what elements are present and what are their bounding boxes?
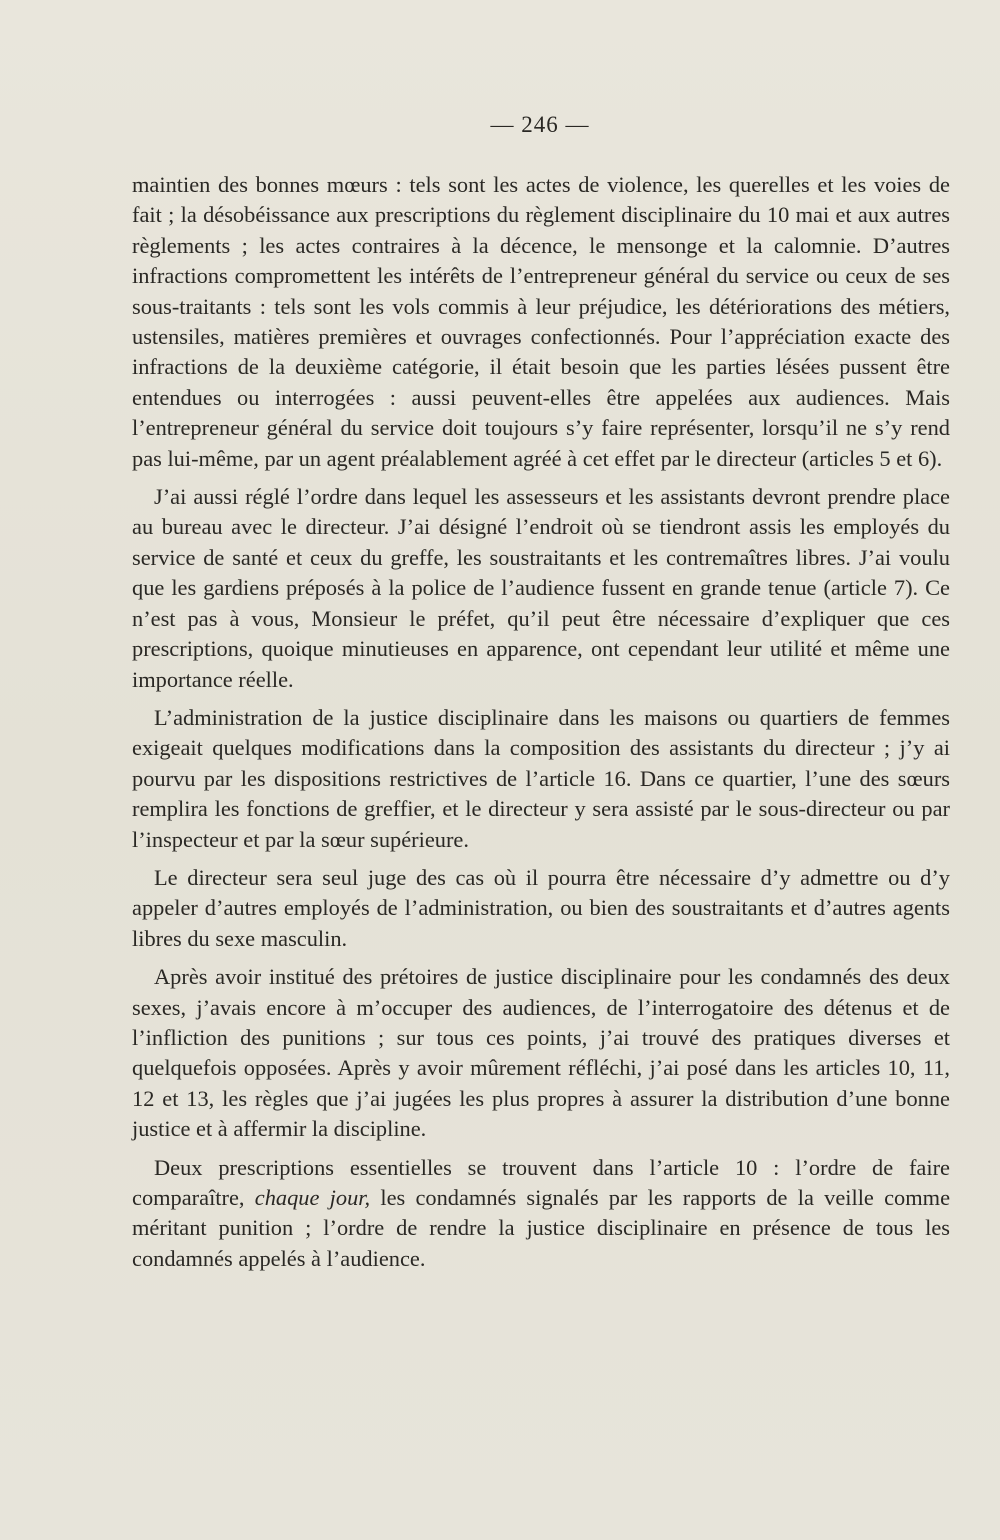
paragraph: L’administration de la justice disciplinaire dans les maisons ou quartiers de femmes exigeait quelques modifications dans la composition des assistants du directeur ; j’y ai pourvu par les dispositions restrictives de l’article 16. Dans ce quartier, l’une des sœurs remplira les fonctions de greffier, et le directeur y sera assisté par le sous-directeur ou par l’inspecteur et par la sœur supérieure. xyxy=(132,704,950,852)
italic-phrase: chaque jour, xyxy=(254,1185,371,1210)
page-number: — 246 — xyxy=(490,112,590,137)
paragraph: Après avoir institué des prétoires de justice disciplinaire pour les condamnés des deux sexes, j’avais encore à m’occuper des audiences, de l’interrogatoire des détenus et de l’infliction des punitions ; sur tous ces points, j’ai trouvé des pratiques diverses et quelquefois opposées. Après y avoir mûrement réfléchi, j’ai posé dans les articles 10, 11, 12 et 13, les règles que j’ai jugées les plus propres à assurer la distribution d’une bonne justice et à affermir la discipline. xyxy=(132,964,950,1142)
paragraph: maintien des bonnes mœurs : tels sont les actes de violence, les querelles et les voies de fait ; la désobéissance aux prescriptions du règlement disciplinaire du 10 mai et aux autres règlements ; les actes contraires à la décence, le mensonge et la calomnie. D’autres infractions compromettent les intérêts de l’entrepreneur général du service ou ceux de ses sous-traitants : tels sont les vols commis à leur préjudice, les détériorations des métiers, ustensiles, matières premières et ouvrages confectionnés. Pour l’appréciation exacte des infractions de la deuxième catégorie, il était besoin que les parties lésées pussent être entendues ou interrogées : aussi peuvent-elles être appelées aux audiences. Mais l’entrepreneur général du service doit toujours s’y faire représenter, lorsqu’il ne s’y rend pas lui-même, par un agent préalablement agréé à cet effet par le directeur (articles 5 et 6). xyxy=(132,172,950,471)
paragraph: J’ai aussi réglé l’ordre dans lequel les assesseurs et les assistants devront prendre place au bureau avec le directeur. J’ai désigné l’endroit où se tiendront assis les employés du service de santé et ceux du greffe, les soustraitants et les contremaîtres libres. J’ai voulu que les gardiens préposés à la police de l’audience fussent en grande tenue (article 7). Ce n’est pas à vous, Monsieur le préfet, qu’il peut être nécessaire d’expliquer que ces prescriptions, quoique minutieuses en apparence, ont cependant leur utilité et même une importance réelle. xyxy=(132,484,950,692)
paragraph-text: Deux prescriptions essentielles se trouvent dans l’article 10 : l’ordre de faire comparaître, xyxy=(132,1154,950,1210)
paragraph: Le directeur sera seul juge des cas où il pourra être nécessaire d’y admettre ou d’y appeler d’autres employés de l’administration, ou bien des soustraitants et d’autres agents libres du sexe masculin. xyxy=(132,864,950,951)
body-text xyxy=(132,170,950,1282)
paragraph xyxy=(132,1153,950,1275)
paragraph-text: les condamnés signalés par les rapports de la veille comme méritant punition ; l’ordre de rendre la justice disciplinaire en présence de tous les condamnés appelés à l’audience. xyxy=(132,1185,951,1271)
